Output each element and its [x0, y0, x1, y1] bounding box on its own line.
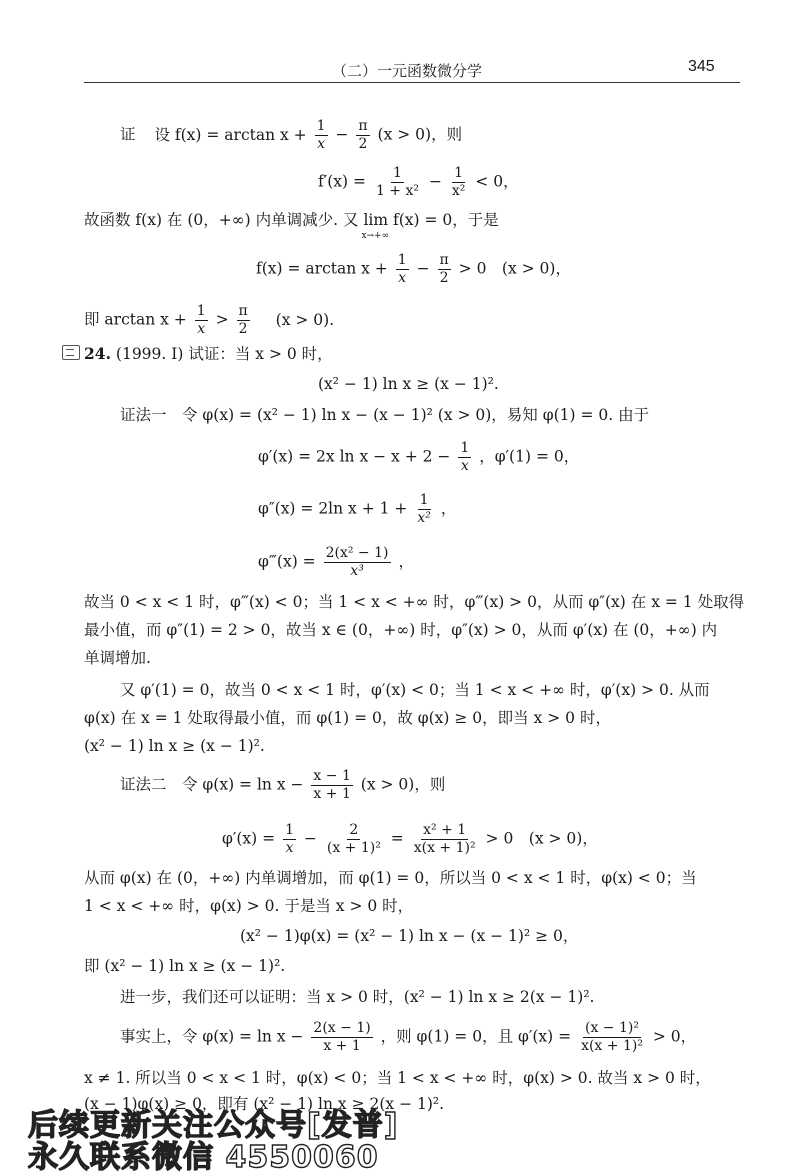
fraction: $\frac{\text{(x − 1)²}}{\text{x(x + 1)²}}$: [581, 1020, 643, 1054]
fraction: $\frac{2}{\text{(x + 1)²}}$: [326, 822, 381, 856]
method2-conclusion: 即 (x² − 1) ln x ≥ (x − 1)².: [84, 957, 286, 975]
running-header-title: （二）一元函数微分学: [332, 62, 483, 80]
fraction: $\frac{\pi}{2}$: [439, 252, 449, 286]
problem-marker-icon: [62, 345, 80, 360]
method1-intro: 证法一 令 φ(x) = (x² − 1) ln x − (x − 1)² (x > 0)，易知 φ(1) = 0. 由于: [120, 406, 650, 424]
derivative-equation: f′(x) = $\frac{1}{\text{1 + x²}}$ − $\frac{1}{\text{x²}}$ < 0，: [318, 165, 519, 199]
method1-para2-line1: 又 φ′(1) = 0，故当 0 < x < 1 时，φ′(x) < 0；当 1 < x < +∞ 时，φ′(x) > 0. 从而: [120, 681, 710, 699]
further-line3: x ≠ 1. 所以当 0 < x < 1 时，φ(x) < 0；当 1 < x < +∞ 时，φ(x) > 0. 故当 x > 0 时，: [84, 1069, 711, 1087]
watermark-line1: 后续更新关注公众号[发普]: [28, 1108, 399, 1143]
fraction: $\frac{\text{x² + 1}}{\text{x(x + 1)²}}$: [413, 822, 476, 856]
fraction: $\frac{1}{x}$: [316, 118, 326, 152]
fraction: $\frac{\pi}{2}$: [238, 303, 248, 337]
inequality-equation: f(x) = arctan x + $\frac{1}{x}$ − $\frac{\pi}{2}$ > 0 (x > 0)，: [256, 252, 571, 286]
page-number: 345: [688, 58, 715, 75]
further-line2: 事实上，令 φ(x) = ln x − $\frac{2(x - 1)}{x + 1}$ ，则 φ(1) = 0，且 φ′(x) = $\frac{\text{(x − 1)²}}{\text{x(x + 1)²}}$ > 0，: [120, 1020, 697, 1054]
problem-24-heading: 24. (1999. Ⅰ) 试证：当 x > 0 时，: [84, 344, 333, 363]
fraction: $\frac{1}{\text{x²}}$: [451, 165, 466, 199]
method2-intro: 证法二 令 φ(x) = ln x − $\frac{x - 1}{x + 1}$ (x > 0)，则: [120, 768, 446, 802]
method1-para1-line2: 最小值，而 φ″(1) = 2 > 0，故当 x ∈ (0，+∞) 时，φ″(x) > 0，从而 φ′(x) 在 (0，+∞) 内: [84, 621, 718, 639]
method1-para1-line3: 单调增加.: [84, 649, 151, 667]
conclusion-line: 即 arctan x + $\frac{1}{x}$ > $\frac{\pi}{2}$ (x > 0).: [84, 303, 335, 337]
problem-24-statement: (x² − 1) ln x ≥ (x − 1)².: [318, 375, 499, 393]
watermark-line2: 永久联系微信 4550060: [28, 1140, 379, 1175]
method2-para-line2: 1 < x < +∞ 时，φ(x) > 0. 于是当 x > 0 时，: [84, 897, 414, 915]
fraction: $\frac{2(x - 1)}{x + 1}$: [313, 1020, 371, 1054]
further-line1: 进一步，我们还可以证明：当 x > 0 时，(x² − 1) ln x ≥ 2(x − 1)².: [120, 988, 595, 1006]
method1-para2-line3: (x² − 1) ln x ≥ (x − 1)².: [84, 737, 265, 755]
fraction: $\frac{1}{x}$: [196, 303, 206, 337]
limit-symbol: lim x→+∞: [361, 211, 390, 241]
proof-intro: 证 设 f(x) = arctan x + $\frac{1}{x}$ − $\frac{\pi}{2}$ (x > 0)，则: [120, 118, 463, 152]
fraction: $\frac{\pi}{2}$: [358, 118, 368, 152]
fraction: $\frac{1}{x}$: [460, 440, 470, 474]
problem-number: 24.: [84, 344, 111, 363]
header-rule: [84, 82, 740, 83]
fraction: $\frac{x - 1}{x + 1}$: [313, 768, 351, 802]
fraction: $\frac{1}{x}$: [397, 252, 407, 286]
method2-para-line1: 从而 φ(x) 在 (0，+∞) 内单调增加，而 φ(1) = 0，所以当 0 < x < 1 时，φ(x) < 0；当: [84, 869, 697, 887]
further-line4: (x − 1)φ(x) ≥ 0，即有 (x² − 1) ln x ≥ 2(x − 1)².: [84, 1095, 445, 1113]
fraction: $\frac{1}{\text{x²}}$: [417, 492, 431, 526]
fraction: $\frac{\text{2(x² − 1)}}{\text{x³}}$: [325, 545, 389, 579]
method2-eq2: (x² − 1)φ(x) = (x² − 1) ln x − (x − 1)² ≥ 0，: [240, 927, 579, 945]
method1-para2-line2: φ(x) 在 x = 1 处取得最小值，而 φ(1) = 0，故 φ(x) ≥ 0，即当 x > 0 时，: [84, 709, 611, 727]
proof-label: 证: [120, 125, 136, 144]
method2-equation: φ′(x) = $\frac{1}{x}$ − $\frac{2}{\text{(x + 1)²}}$ = $\frac{\text{x² + 1}}{\text{x(x + 1)²}}$ > 0 (x > 0)，: [222, 822, 598, 856]
method1-eq3: φ‴(x) = $\frac{\text{2(x² − 1)}}{\text{x³}}$ ，: [258, 545, 414, 579]
method1-para1-line1: 故当 0 < x < 1 时，φ‴(x) < 0；当 1 < x < +∞ 时，φ‴(x) > 0，从而 φ″(x) 在 x = 1 处取得: [84, 593, 745, 611]
method1-eq2: φ″(x) = 2ln x + 1 + $\frac{1}{\text{x²}}$ ，: [258, 492, 457, 526]
method1-eq1: φ′(x) = 2x ln x − x + 2 − $\frac{1}{x}$ ，φ′(1) = 0，: [258, 440, 580, 474]
fraction: $\frac{1}{x}$: [285, 822, 294, 856]
fraction: $\frac{1}{\text{1 + x²}}$: [375, 165, 419, 199]
monotonic-statement: 故函数 f(x) 在 (0，+∞) 内单调减少. 又 lim x→+∞ f(x) = 0，于是: [84, 208, 499, 232]
